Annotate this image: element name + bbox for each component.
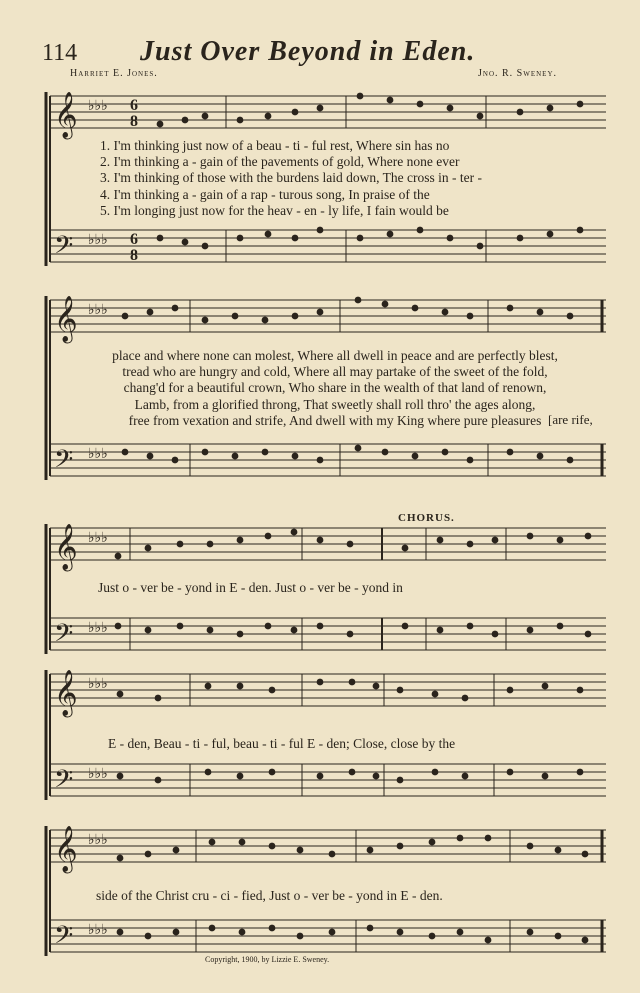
verse-continuation-lines bbox=[60, 348, 610, 429]
svg-text:𝄢: 𝄢 bbox=[54, 446, 74, 479]
svg-text:♭♭♭: ♭♭♭ bbox=[88, 531, 108, 546]
svg-text:♭♭♭: ♭♭♭ bbox=[88, 233, 108, 248]
verse-line: 4. I'm thinking a - gain of a rap - turous song, In praise of the bbox=[100, 186, 430, 202]
svg-text:6: 6 bbox=[130, 97, 138, 114]
verse-continuation-line: Lamb, from a glorified throng, That sweetly shall roll thro' the ages along, bbox=[134, 396, 536, 412]
svg-text:♭♭♭: ♭♭♭ bbox=[88, 923, 108, 938]
verse-line: 5. I'm longing just now for the heav - en - ly life, I fain would be bbox=[100, 202, 449, 218]
chorus-line: side of the Christ cru - ci - fied, Just o - ver be - yond in E - den. bbox=[96, 888, 443, 903]
verse-continuation-line: chang'd for a beautiful crown, Who share in the wealth of that land of renown, bbox=[123, 380, 547, 396]
svg-text:𝄢: 𝄢 bbox=[54, 922, 74, 955]
svg-text:𝄞: 𝄞 bbox=[54, 296, 78, 341]
svg-text:♭♭♭: ♭♭♭ bbox=[88, 767, 108, 782]
composer-credit: Jno. R. Sweney. bbox=[478, 68, 558, 79]
svg-text:𝄞: 𝄞 bbox=[54, 826, 78, 871]
svg-text:♭♭♭: ♭♭♭ bbox=[88, 447, 108, 462]
verse-continuation-line: place and where none can molest, Where all dwell in peace and are perfectly blest, bbox=[112, 348, 558, 363]
verse-line: 1. I'm thinking just now of a beau - ti - ful rest, Where sin has no bbox=[100, 138, 450, 153]
svg-text:8: 8 bbox=[130, 247, 138, 264]
svg-text:𝄞: 𝄞 bbox=[54, 92, 78, 137]
svg-text:𝄞: 𝄞 bbox=[54, 670, 78, 715]
lyricist-credit: Harriet E. Jones. bbox=[70, 68, 158, 79]
svg-text:8: 8 bbox=[130, 113, 138, 130]
svg-text:♭♭♭: ♭♭♭ bbox=[88, 303, 108, 318]
verse-continuation-line: tread who are hungry and cold, Where all may partake of the sweet of the fold, bbox=[122, 364, 548, 380]
svg-text:♭♭♭: ♭♭♭ bbox=[88, 621, 108, 636]
svg-text:𝄢: 𝄢 bbox=[54, 232, 74, 265]
verse5-ending: [are rife, bbox=[548, 412, 593, 427]
svg-text:𝄢: 𝄢 bbox=[54, 766, 74, 799]
copyright-notice: Copyright, 1900, by Lizzie E. Sweney. bbox=[205, 955, 330, 964]
page-number: 114 bbox=[42, 40, 78, 66]
verse-line: 3. I'm thinking of those with the burdens laid down, The cross in - ter - bbox=[100, 170, 482, 186]
verse-lines bbox=[100, 138, 482, 219]
svg-text:♭♭♭: ♭♭♭ bbox=[88, 833, 108, 848]
chorus-label: CHORUS. bbox=[398, 512, 455, 524]
page-title: Just Over Beyond in Eden. bbox=[140, 36, 476, 67]
chorus-line: E - den, Beau - ti - ful, beau - ti - ful E - den; Close, close by the bbox=[108, 736, 456, 751]
verse-continuation-line: free from vexation and strife, And dwell with my King where pure pleasures bbox=[128, 412, 542, 428]
svg-text:6: 6 bbox=[130, 231, 138, 248]
chorus-line: Just o - ver be - yond in E - den. Just o - ver be - yond in bbox=[98, 580, 403, 595]
svg-text:♭♭♭: ♭♭♭ bbox=[88, 677, 108, 692]
svg-text:♭♭♭: ♭♭♭ bbox=[88, 99, 108, 114]
svg-text:𝄢: 𝄢 bbox=[54, 620, 74, 653]
svg-text:𝄞: 𝄞 bbox=[54, 524, 78, 569]
verse-line: 2. I'm thinking a - gain of the pavements of gold, Where none ever bbox=[100, 154, 460, 170]
